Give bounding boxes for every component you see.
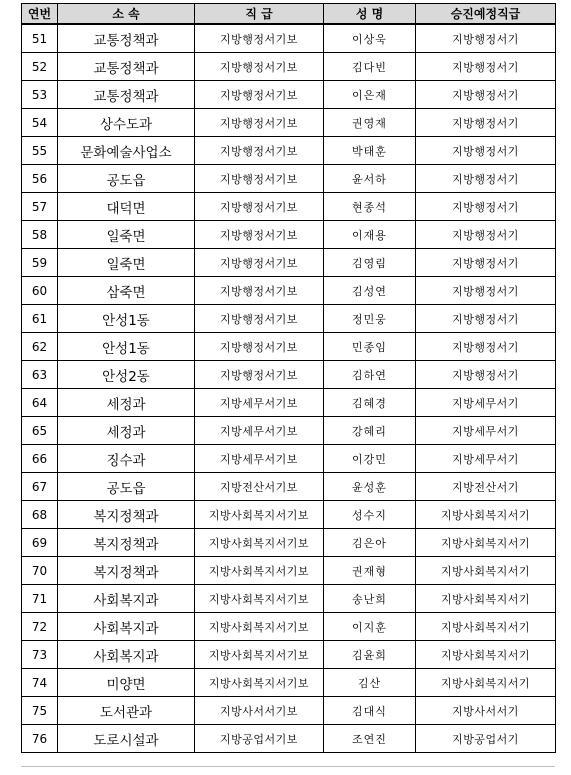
table-row bbox=[22, 249, 556, 277]
department-cell: 도서관과 bbox=[58, 697, 195, 725]
promotion-grade-cell: 지방공업서기 bbox=[416, 725, 556, 753]
grade-cell: 지방행정서기보 bbox=[195, 24, 324, 53]
serial-number-cell: 76 bbox=[22, 725, 58, 753]
serial-number-cell: 66 bbox=[22, 445, 58, 473]
table-row bbox=[22, 109, 556, 137]
name-cell: 윤서하 bbox=[324, 165, 416, 193]
promotion-grade-cell: 지방사회복지서기 bbox=[416, 669, 556, 697]
promotion-grade-cell: 지방사서서기 bbox=[416, 697, 556, 725]
department-cell: 대덕면 bbox=[58, 193, 195, 221]
department-cell: 공도읍 bbox=[58, 165, 195, 193]
promotion-grade-cell: 지방전산서기 bbox=[416, 473, 556, 501]
promotion-grade-cell: 지방사회복지서기 bbox=[416, 613, 556, 641]
table-row bbox=[22, 641, 556, 669]
table-row bbox=[22, 445, 556, 473]
promotion-grade-cell: 지방행정서기 bbox=[416, 333, 556, 361]
grade-cell: 지방세무서기보 bbox=[195, 445, 324, 473]
promotion-grade-cell: 지방사회복지서기 bbox=[416, 557, 556, 585]
grade-cell: 지방사회복지서기보 bbox=[195, 557, 324, 585]
name-cell: 김산 bbox=[324, 669, 416, 697]
promotion-grade-cell: 지방행정서기 bbox=[416, 81, 556, 109]
serial-number-cell: 61 bbox=[22, 305, 58, 333]
department-cell: 안성1동 bbox=[58, 333, 195, 361]
department-cell: 공도읍 bbox=[58, 473, 195, 501]
serial-number-cell: 69 bbox=[22, 529, 58, 557]
grade-cell: 지방세무서기보 bbox=[195, 389, 324, 417]
promotion-grade-cell: 지방행정서기 bbox=[416, 249, 556, 277]
department-cell: 교통정책과 bbox=[58, 81, 195, 109]
department-cell: 사회복지과 bbox=[58, 641, 195, 669]
grade-cell: 지방행정서기보 bbox=[195, 361, 324, 389]
department-cell: 세정과 bbox=[58, 417, 195, 445]
serial-number-cell: 64 bbox=[22, 389, 58, 417]
promotion-grade-cell: 지방사회복지서기 bbox=[416, 585, 556, 613]
header-name: 성 명 bbox=[324, 4, 416, 25]
table-row bbox=[22, 669, 556, 697]
name-cell: 김성연 bbox=[324, 277, 416, 305]
serial-number-cell: 74 bbox=[22, 669, 58, 697]
name-cell: 김혜경 bbox=[324, 389, 416, 417]
department-cell: 징수과 bbox=[58, 445, 195, 473]
name-cell: 김은아 bbox=[324, 529, 416, 557]
grade-cell: 지방행정서기보 bbox=[195, 53, 324, 81]
table-row bbox=[22, 53, 556, 81]
header-grade: 직 급 bbox=[195, 4, 324, 25]
serial-number-cell: 68 bbox=[22, 501, 58, 529]
serial-number-cell: 62 bbox=[22, 333, 58, 361]
department-cell: 복지정책과 bbox=[58, 501, 195, 529]
grade-cell: 지방사회복지서기보 bbox=[195, 641, 324, 669]
name-cell: 박태훈 bbox=[324, 137, 416, 165]
name-cell: 김영림 bbox=[324, 249, 416, 277]
name-cell: 권영재 bbox=[324, 109, 416, 137]
table-row bbox=[22, 557, 556, 585]
department-cell: 안성1동 bbox=[58, 305, 195, 333]
serial-number-cell: 56 bbox=[22, 165, 58, 193]
grade-cell: 지방행정서기보 bbox=[195, 193, 324, 221]
serial-number-cell: 65 bbox=[22, 417, 58, 445]
name-cell: 김윤희 bbox=[324, 641, 416, 669]
promotion-grade-cell: 지방세무서기 bbox=[416, 389, 556, 417]
name-cell: 이지훈 bbox=[324, 613, 416, 641]
name-cell: 김다빈 bbox=[324, 53, 416, 81]
name-cell: 성수지 bbox=[324, 501, 416, 529]
name-cell: 송난희 bbox=[324, 585, 416, 613]
serial-number-cell: 57 bbox=[22, 193, 58, 221]
table-row bbox=[22, 277, 556, 305]
table-row bbox=[22, 529, 556, 557]
name-cell: 조연진 bbox=[324, 725, 416, 753]
table-row bbox=[22, 165, 556, 193]
promotion-list-table bbox=[21, 3, 556, 753]
promotion-grade-cell: 지방행정서기 bbox=[416, 193, 556, 221]
grade-cell: 지방사회복지서기보 bbox=[195, 585, 324, 613]
department-cell: 도로시설과 bbox=[58, 725, 195, 753]
name-cell: 이강민 bbox=[324, 445, 416, 473]
table-row bbox=[22, 81, 556, 109]
name-cell: 현종석 bbox=[324, 193, 416, 221]
serial-number-cell: 53 bbox=[22, 81, 58, 109]
grade-cell: 지방사서서기보 bbox=[195, 697, 324, 725]
table-row bbox=[22, 361, 556, 389]
department-cell: 세정과 bbox=[58, 389, 195, 417]
serial-number-cell: 71 bbox=[22, 585, 58, 613]
serial-number-cell: 73 bbox=[22, 641, 58, 669]
name-cell: 이은재 bbox=[324, 81, 416, 109]
grade-cell: 지방사회복지서기보 bbox=[195, 529, 324, 557]
table-row bbox=[22, 585, 556, 613]
promotion-grade-cell: 지방행정서기 bbox=[416, 221, 556, 249]
grade-cell: 지방행정서기보 bbox=[195, 277, 324, 305]
table-row bbox=[22, 24, 556, 53]
promotion-grade-cell: 지방행정서기 bbox=[416, 305, 556, 333]
promotion-grade-cell: 지방세무서기 bbox=[416, 417, 556, 445]
serial-number-cell: 59 bbox=[22, 249, 58, 277]
serial-number-cell: 58 bbox=[22, 221, 58, 249]
promotion-grade-cell: 지방행정서기 bbox=[416, 165, 556, 193]
serial-number-cell: 75 bbox=[22, 697, 58, 725]
name-cell: 정민웅 bbox=[324, 305, 416, 333]
grade-cell: 지방사회복지서기보 bbox=[195, 669, 324, 697]
table-row bbox=[22, 501, 556, 529]
promotion-grade-cell: 지방행정서기 bbox=[416, 361, 556, 389]
table-row bbox=[22, 389, 556, 417]
promotion-grade-cell: 지방세무서기 bbox=[416, 445, 556, 473]
name-cell: 윤성훈 bbox=[324, 473, 416, 501]
promotion-grade-cell: 지방행정서기 bbox=[416, 277, 556, 305]
name-cell: 김대식 bbox=[324, 697, 416, 725]
header-promotion-grade: 승진예정직급 bbox=[416, 4, 556, 25]
grade-cell: 지방행정서기보 bbox=[195, 81, 324, 109]
header-serial-number: 연번 bbox=[22, 4, 58, 25]
page-bottom-rule bbox=[21, 766, 555, 767]
grade-cell: 지방행정서기보 bbox=[195, 249, 324, 277]
department-cell: 교통정책과 bbox=[58, 24, 195, 53]
grade-cell: 지방공업서기보 bbox=[195, 725, 324, 753]
department-cell: 복지정책과 bbox=[58, 557, 195, 585]
name-cell: 민종임 bbox=[324, 333, 416, 361]
department-cell: 교통정책과 bbox=[58, 53, 195, 81]
table-row bbox=[22, 193, 556, 221]
grade-cell: 지방행정서기보 bbox=[195, 109, 324, 137]
department-cell: 일죽면 bbox=[58, 221, 195, 249]
department-cell: 사회복지과 bbox=[58, 613, 195, 641]
serial-number-cell: 51 bbox=[22, 24, 58, 53]
grade-cell: 지방사회복지서기보 bbox=[195, 501, 324, 529]
table-row bbox=[22, 613, 556, 641]
table-row bbox=[22, 333, 556, 361]
name-cell: 이상욱 bbox=[324, 24, 416, 53]
department-cell: 복지정책과 bbox=[58, 529, 195, 557]
serial-number-cell: 72 bbox=[22, 613, 58, 641]
serial-number-cell: 54 bbox=[22, 109, 58, 137]
table-row bbox=[22, 697, 556, 725]
promotion-grade-cell: 지방사회복지서기 bbox=[416, 501, 556, 529]
grade-cell: 지방전산서기보 bbox=[195, 473, 324, 501]
department-cell: 미양면 bbox=[58, 669, 195, 697]
table-header bbox=[22, 4, 556, 25]
department-cell: 문화예술사업소 bbox=[58, 137, 195, 165]
promotion-grade-cell: 지방행정서기 bbox=[416, 24, 556, 53]
table-row bbox=[22, 473, 556, 501]
table-row bbox=[22, 305, 556, 333]
grade-cell: 지방사회복지서기보 bbox=[195, 613, 324, 641]
table-body bbox=[22, 24, 556, 753]
department-cell: 상수도과 bbox=[58, 109, 195, 137]
promotion-grade-cell: 지방행정서기 bbox=[416, 137, 556, 165]
promotion-grade-cell: 지방행정서기 bbox=[416, 109, 556, 137]
name-cell: 이재용 bbox=[324, 221, 416, 249]
serial-number-cell: 55 bbox=[22, 137, 58, 165]
header-row bbox=[22, 4, 556, 25]
grade-cell: 지방행정서기보 bbox=[195, 333, 324, 361]
grade-cell: 지방세무서기보 bbox=[195, 417, 324, 445]
name-cell: 김하연 bbox=[324, 361, 416, 389]
table-row bbox=[22, 417, 556, 445]
name-cell: 권재형 bbox=[324, 557, 416, 585]
promotion-grade-cell: 지방사회복지서기 bbox=[416, 529, 556, 557]
serial-number-cell: 70 bbox=[22, 557, 58, 585]
serial-number-cell: 60 bbox=[22, 277, 58, 305]
department-cell: 삼죽면 bbox=[58, 277, 195, 305]
header-department: 소 속 bbox=[58, 4, 195, 25]
promotion-grade-cell: 지방사회복지서기 bbox=[416, 641, 556, 669]
grade-cell: 지방행정서기보 bbox=[195, 137, 324, 165]
name-cell: 강혜리 bbox=[324, 417, 416, 445]
table-row bbox=[22, 221, 556, 249]
serial-number-cell: 67 bbox=[22, 473, 58, 501]
grade-cell: 지방행정서기보 bbox=[195, 165, 324, 193]
table-row bbox=[22, 725, 556, 753]
promotion-grade-cell: 지방행정서기 bbox=[416, 53, 556, 81]
serial-number-cell: 52 bbox=[22, 53, 58, 81]
department-cell: 사회복지과 bbox=[58, 585, 195, 613]
department-cell: 안성2동 bbox=[58, 361, 195, 389]
serial-number-cell: 63 bbox=[22, 361, 58, 389]
grade-cell: 지방행정서기보 bbox=[195, 221, 324, 249]
department-cell: 일죽면 bbox=[58, 249, 195, 277]
grade-cell: 지방행정서기보 bbox=[195, 305, 324, 333]
table-row bbox=[22, 137, 556, 165]
